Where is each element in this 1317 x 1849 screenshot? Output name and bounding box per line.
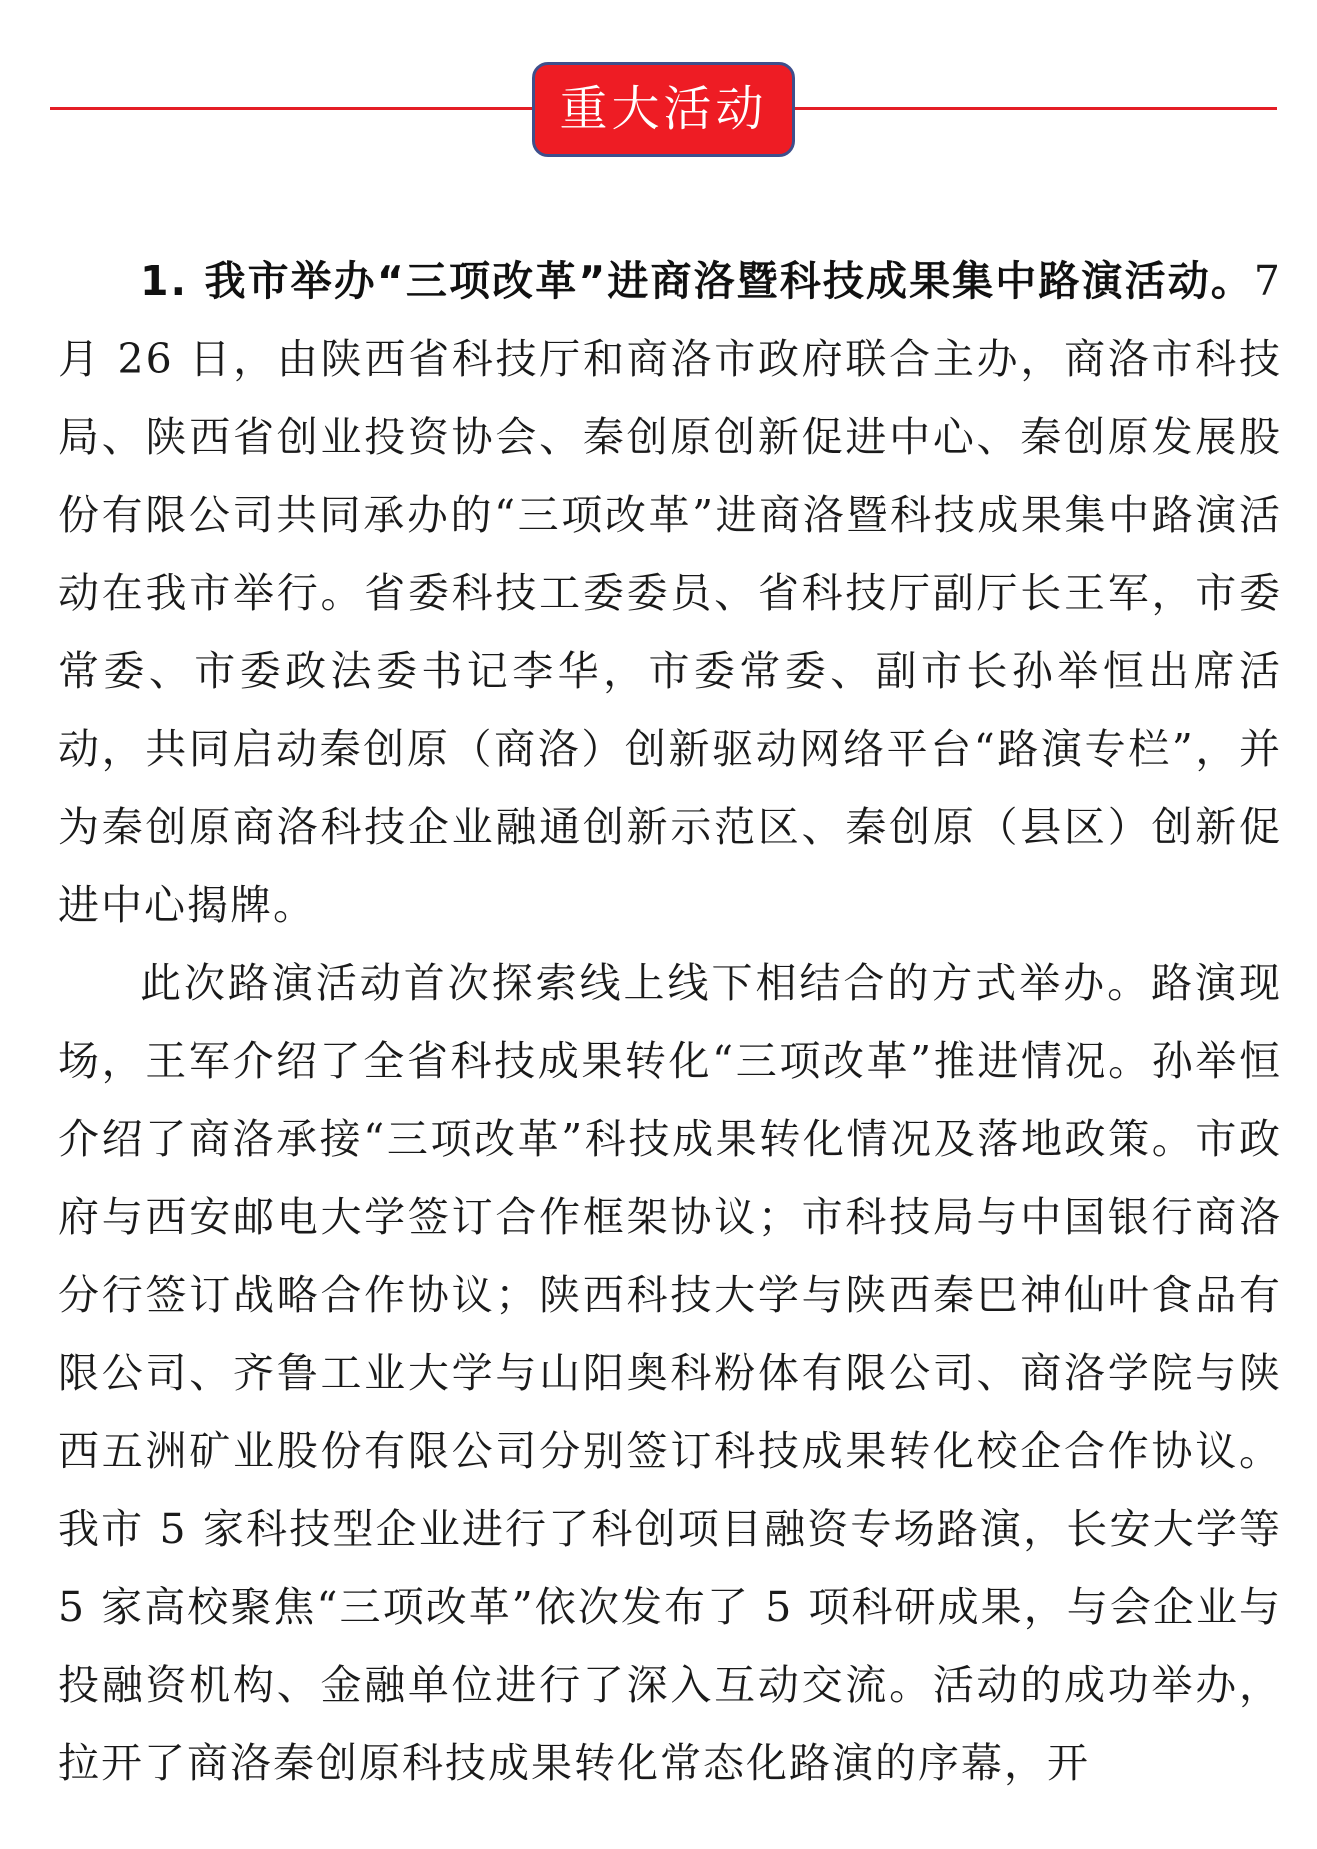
article-title: 1. 我市举办“三项改革”进商洛暨科技成果集中路演活动。 xyxy=(140,257,1254,305)
paragraph-1 xyxy=(58,242,1282,944)
paragraph-1-text: 7 月 26 日，由陕西省科技厅和商洛市政府联合主办，商洛市科技局、陕西省创业投资协会、秦创原创新促进中心、秦创原发展股份有限公司共同承办的“三项改革”进商洛暨科技成果集中路演活动在我市举行。省委科技工委委员、省科技厅副厅长王军，市委常委、市委政法委书记李华，市委常委、副市长孙举恒出席活动，共同启动秦创原（商洛）创新驱动网络平台“路演专栏”，并为秦创原商洛科技企业融通创新示范区、秦创原（县区）创新促进中心揭牌。 xyxy=(58,257,1282,929)
article-body xyxy=(58,242,1282,1802)
section-badge: 重大活动 xyxy=(532,62,795,157)
section-header xyxy=(50,62,1277,157)
header-rule-right xyxy=(791,107,1277,110)
header-rule-left xyxy=(50,107,536,110)
paragraph-2: 此次路演活动首次探索线上线下相结合的方式举办。路演现场，王军介绍了全省科技成果转化“三项改革”推进情况。孙举恒介绍了商洛承接“三项改革”科技成果转化情况及落地政策。市政府与西安邮电大学签订合作框架协议；市科技局与中国银行商洛分行签订战略合作协议；陕西科技大学与陕西秦巴神仙叶食品有限公司、齐鲁工业大学与山阳奥科粉体有限公司、商洛学院与陕西五洲矿业股份有限公司分别签订科技成果转化校企合作协议。我市 5 家科技型企业进行了科创项目融资专场路演，长安大学等 5 家高校聚焦“三项改革”依次发布了 5 项科研成果，与会企业与投融资机构、金融单位进行了深入互动交流。活动的成功举办，拉开了商洛秦创原科技成果转化常态化路演的序幕，开 xyxy=(58,959,1282,1787)
